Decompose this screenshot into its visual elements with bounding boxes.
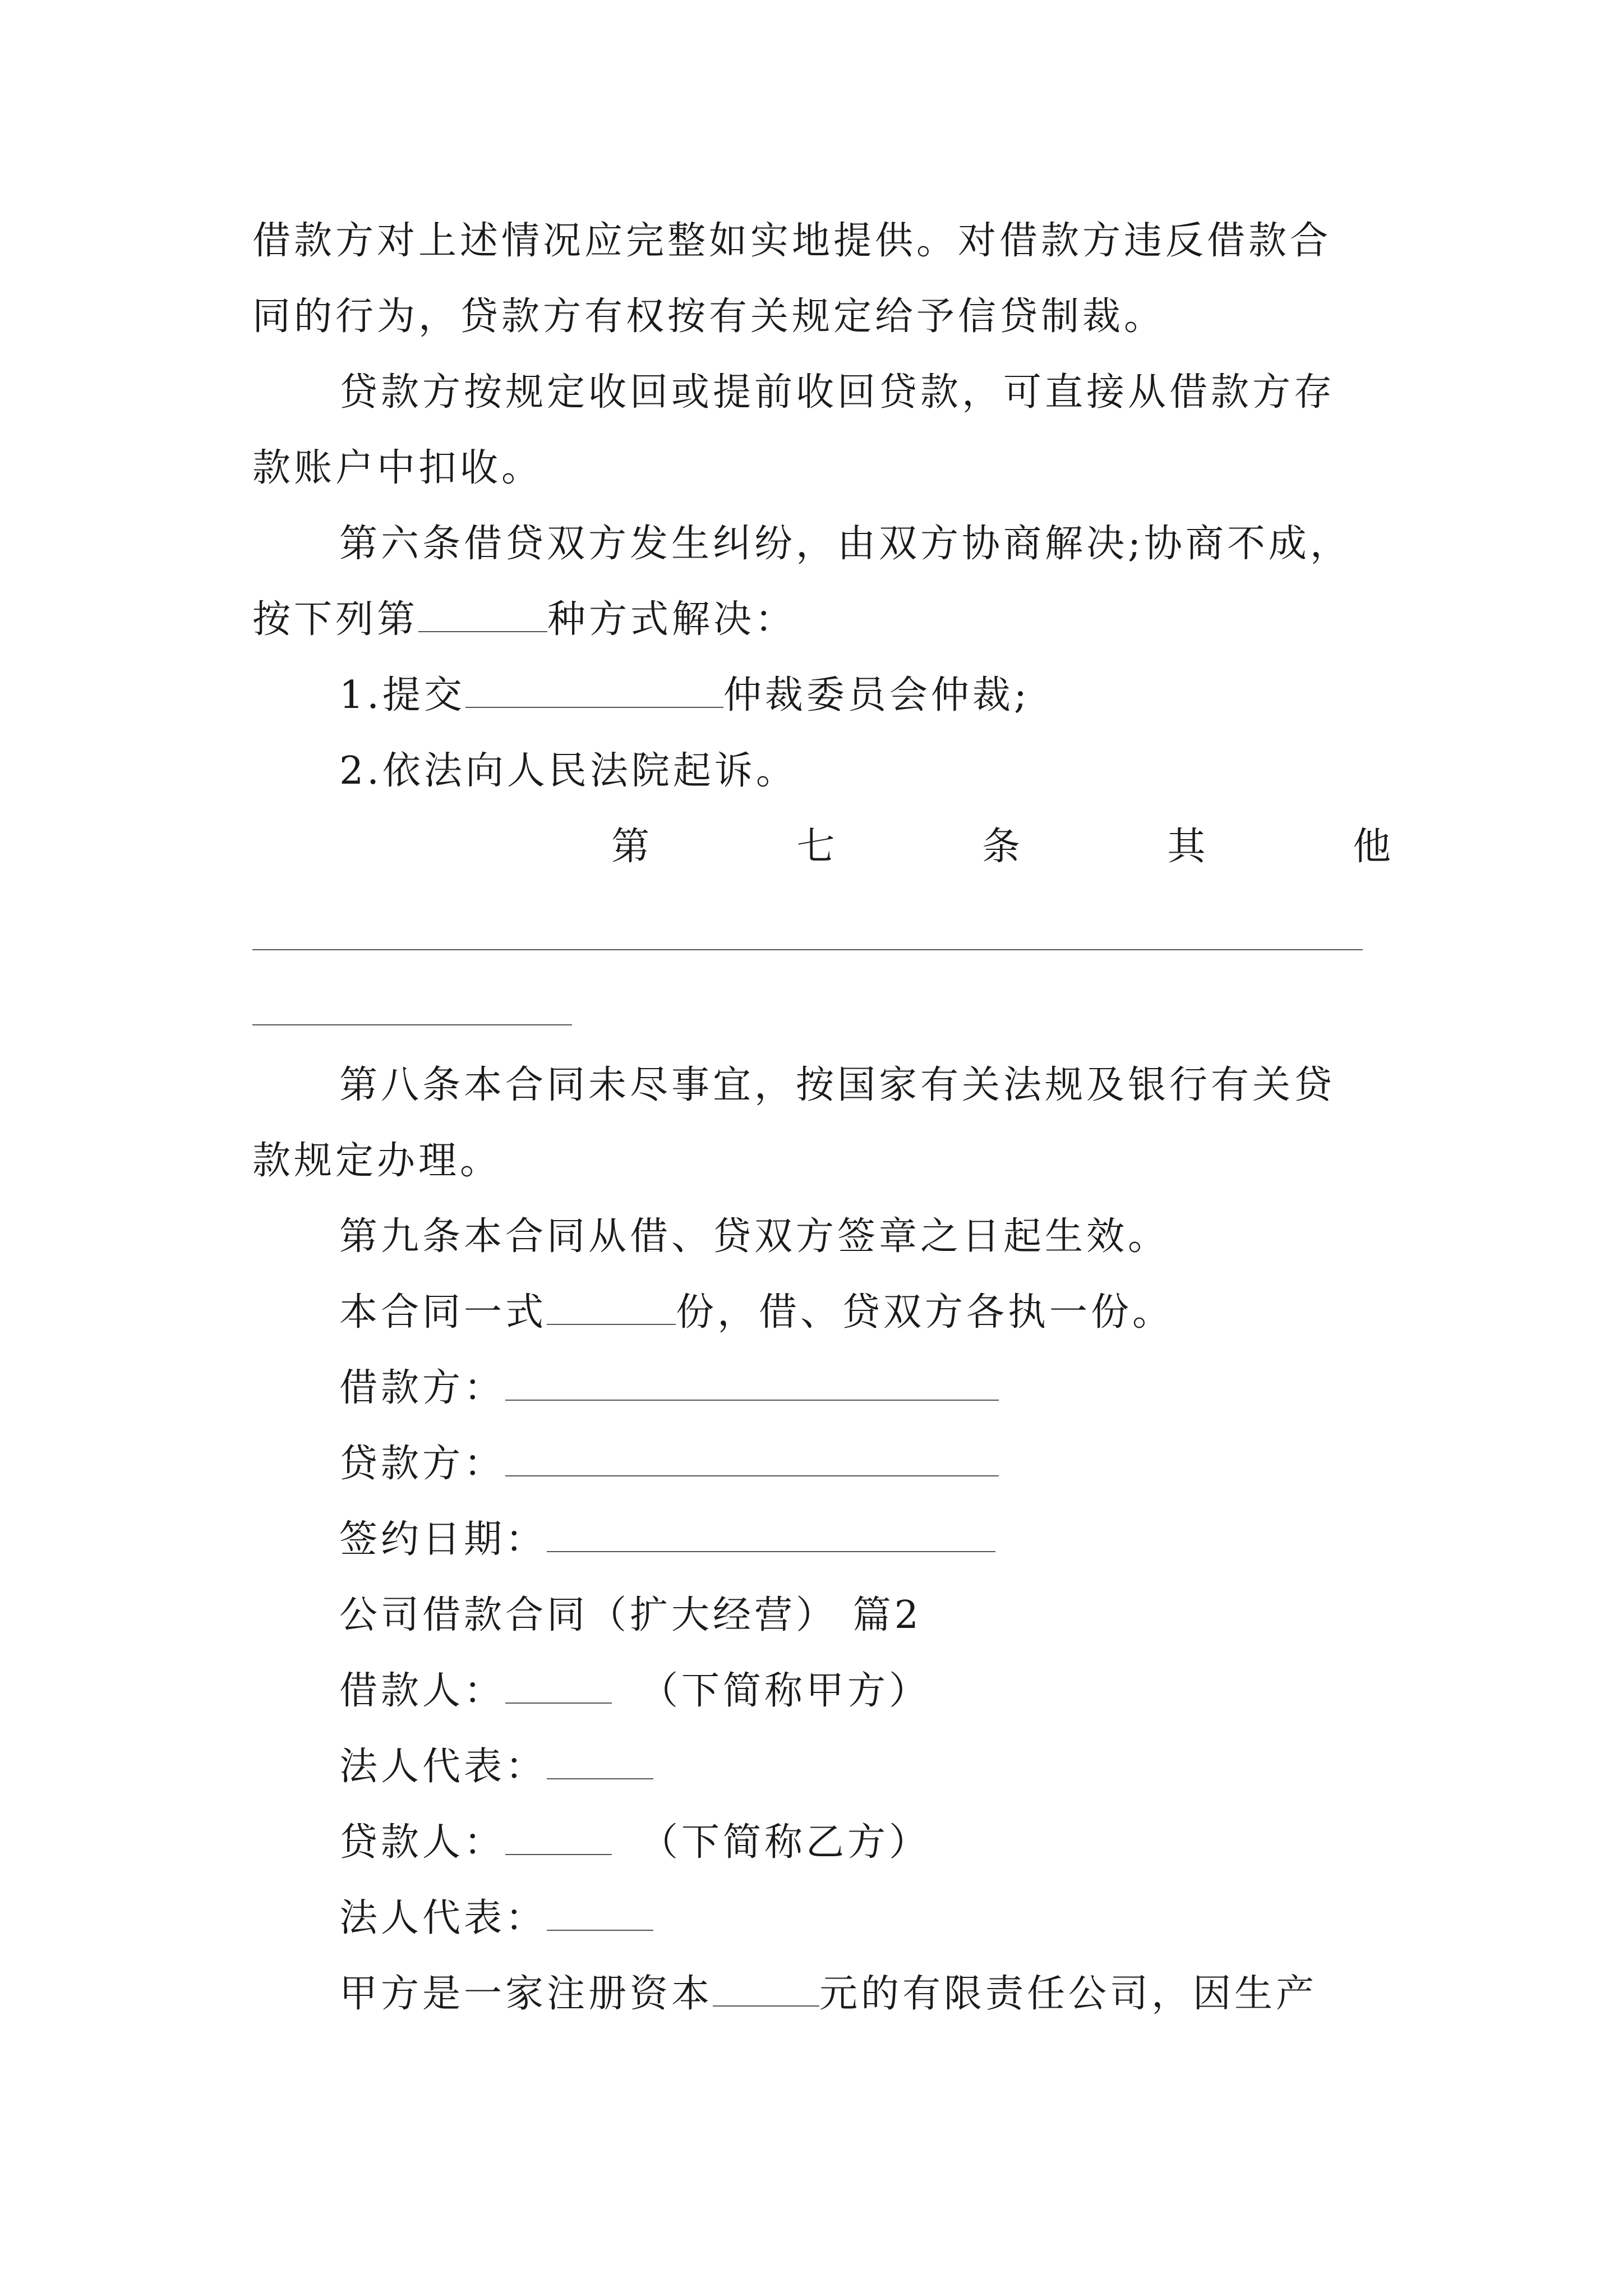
- article-heading: [611, 825, 1391, 869]
- party-line: [339, 1745, 653, 1789]
- party-line: [339, 1669, 930, 1714]
- heading-char: 他: [1352, 825, 1391, 869]
- party-line: [339, 1896, 653, 1941]
- fill-blank: [713, 1972, 819, 2007]
- text-segment: 份，借、贷双方各执一份。: [676, 1290, 1174, 1335]
- paragraph-line: 贷款方按规定收回或提前收回贷款，可直接从借款方存: [339, 370, 1336, 415]
- section-title: 公司借款合同（扩大经营） 篇2: [339, 1593, 922, 1637]
- heading-char: 条: [981, 825, 1020, 869]
- party-line: [339, 1820, 930, 1865]
- fill-blank: [547, 1745, 653, 1779]
- text-segment: 1.提交: [339, 673, 465, 717]
- party-b-note: （下简称乙方）: [640, 1820, 931, 1865]
- legal-rep-label: 法人代表：: [339, 1745, 547, 1789]
- list-item: [339, 673, 1030, 718]
- paragraph-line: 第八条本合同未尽事宜，按国家有关法规及银行有关贷: [339, 1063, 1336, 1107]
- borrower-label: 借款方：: [339, 1366, 506, 1410]
- fill-blank: [547, 1896, 653, 1931]
- paragraph-line: 借款方对上述情况应完整如实地提供。对借款方违反借款合: [252, 219, 1332, 263]
- paragraph-line: 第九条本合同从借、贷双方签章之日起生效。: [339, 1214, 1170, 1259]
- text-segment: 本合同一式: [339, 1290, 547, 1335]
- paragraph-line: [339, 1972, 1317, 2017]
- fill-rule: [252, 1024, 572, 1025]
- party-a-label: 借款人：: [339, 1669, 506, 1713]
- heading-char: 其: [1167, 825, 1206, 869]
- fill-rule: [252, 949, 1363, 950]
- heading-char: 第: [611, 825, 650, 869]
- fill-blank: [505, 1669, 612, 1704]
- text-segment: 种方式解决：: [547, 597, 797, 642]
- paragraph-line: 第六条借贷双方发生纠纷，由双方协商解决;协商不成，: [339, 522, 1352, 566]
- text-segment: 仲裁委员会仲裁;: [723, 673, 1030, 717]
- signature-line: [339, 1517, 995, 1562]
- fill-blank: [547, 1290, 676, 1325]
- fill-blank: [547, 1517, 995, 1552]
- text-segment: 元的有限责任公司，因生产: [819, 1972, 1318, 2016]
- paragraph-line: 同的行为，贷款方有权按有关规定给予信贷制裁。: [252, 295, 1166, 339]
- party-a-note: （下简称甲方）: [640, 1669, 931, 1713]
- legal-rep-label: 法人代表：: [339, 1896, 547, 1940]
- fill-blank: [505, 1442, 999, 1476]
- list-item: 2.依法向人民法院起诉。: [339, 749, 797, 793]
- signature-line: [339, 1366, 999, 1411]
- signature-line: [339, 1442, 999, 1487]
- text-segment: 甲方是一家注册资本: [339, 1972, 713, 2016]
- paragraph-line: 款账户中扣收。: [252, 446, 543, 490]
- paragraph-line: [339, 1290, 1174, 1335]
- fill-blank: [418, 597, 547, 632]
- date-label: 签约日期：: [339, 1517, 547, 1562]
- paragraph-line: 款规定办理。: [252, 1139, 502, 1183]
- party-b-label: 贷款人：: [339, 1820, 506, 1865]
- text-segment: 按下列第: [252, 597, 419, 642]
- paragraph-line: [252, 597, 796, 642]
- lender-label: 贷款方：: [339, 1442, 506, 1486]
- fill-blank: [505, 1820, 612, 1855]
- fill-blank: [465, 673, 723, 708]
- heading-char: 七: [796, 825, 835, 869]
- fill-blank: [505, 1366, 999, 1401]
